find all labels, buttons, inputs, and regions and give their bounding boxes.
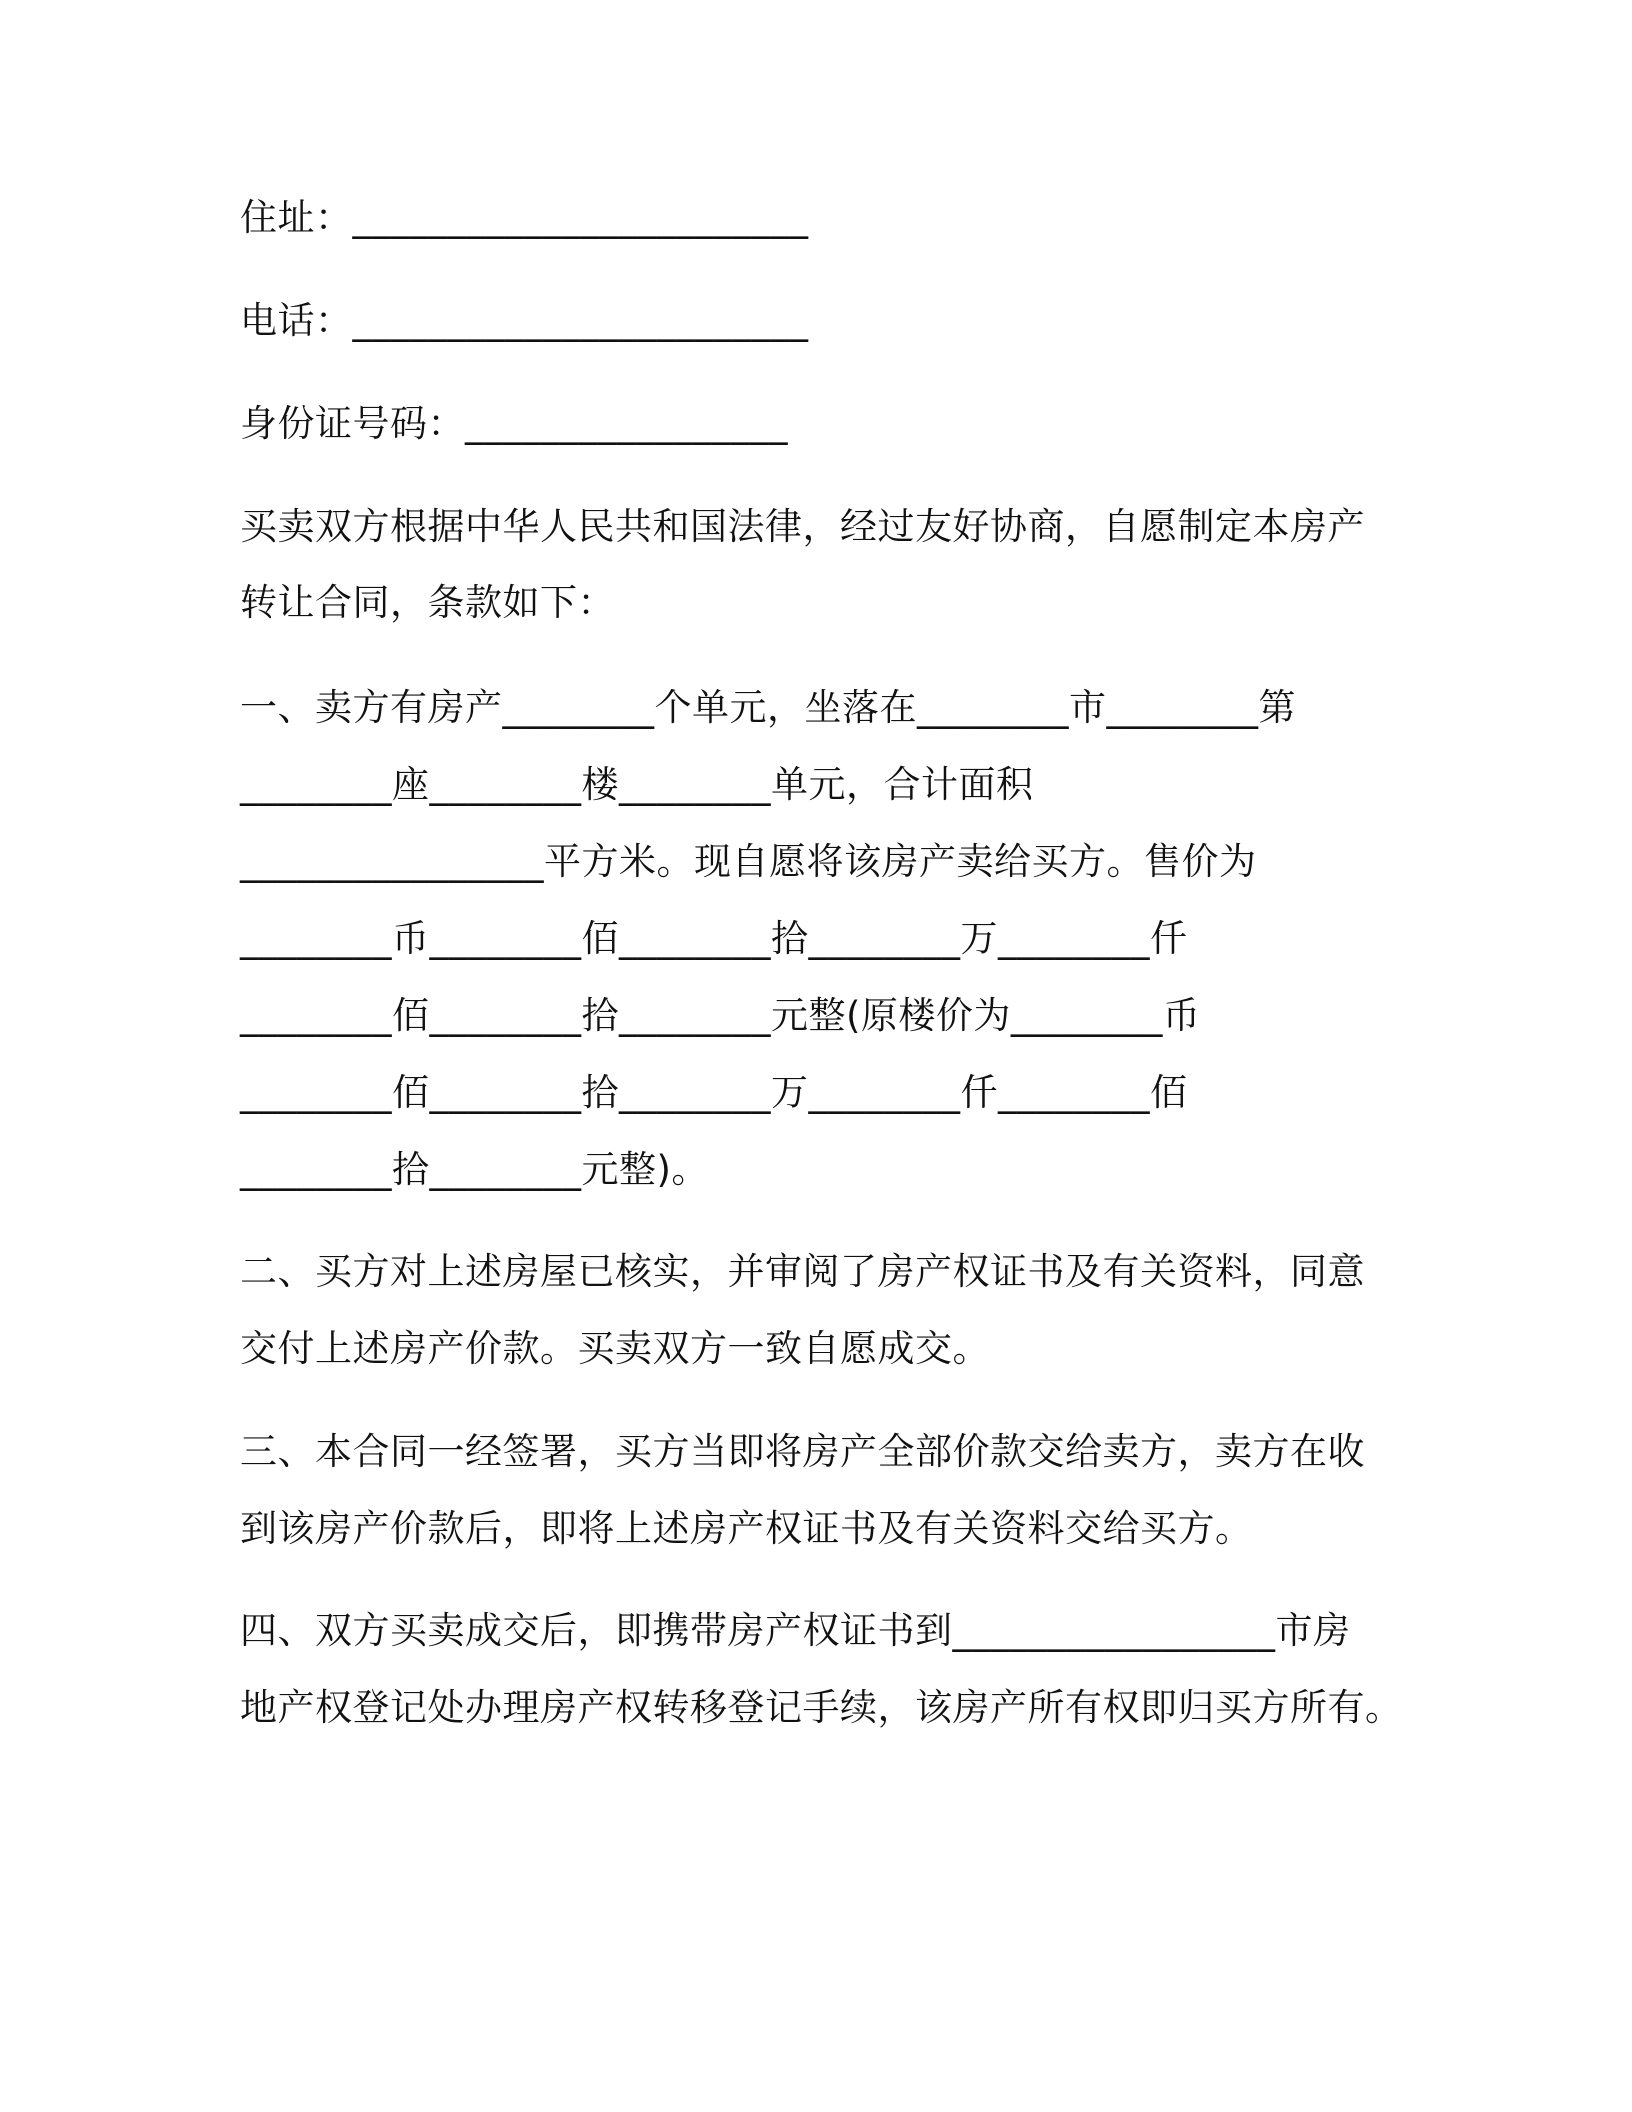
preamble-line: 转让合同，条款如下：	[240, 581, 615, 624]
clause4-line: 地产权登记处办理房产权转移登记手续，该房产所有权即归买方所有。	[240, 1686, 1403, 1729]
clause2-line: 交付上述房产价款。买卖双方一致自愿成交。	[240, 1327, 990, 1370]
clause1-line: ________佰________拾________元整(原楼价为________币	[240, 994, 1201, 1037]
clause1-line: ________座________楼________单元，合计面积	[240, 763, 1034, 806]
clause1-line: ________________平方米。现自愿将该房产卖给买方。售价为	[240, 840, 1257, 883]
clause1-line: ________佰________拾________万________仟________佰	[240, 1071, 1188, 1114]
clause1-line: 一、卖方有房产________个单元，坐落在________市________第	[240, 686, 1296, 729]
clause3-line: 三、本合同一经签署，买方当即将房产全部价款交给卖方，卖方在收	[240, 1430, 1365, 1473]
address-field: 住址：________________________	[240, 196, 809, 239]
clause3-line: 到该房产价款后，即将上述房产权证书及有关资料交给买方。	[240, 1507, 1253, 1550]
id-number-field: 身份证号码：_________________	[240, 402, 788, 445]
clause2-line: 二、买方对上述房屋已核实，并审阅了房产权证书及有关资料，同意	[240, 1250, 1365, 1293]
clause1-line: ________币________佰________拾________万________仟	[240, 917, 1188, 960]
clause1-line: ________拾________元整)。	[240, 1148, 709, 1191]
preamble-line: 买卖双方根据中华人民共和国法律，经过友好协商，自愿制定本房产	[240, 505, 1365, 548]
clause4-line: 四、双方买卖成交后，即携带房产权证书到_________________市房	[240, 1609, 1351, 1652]
phone-field: 电话：________________________	[240, 299, 809, 342]
